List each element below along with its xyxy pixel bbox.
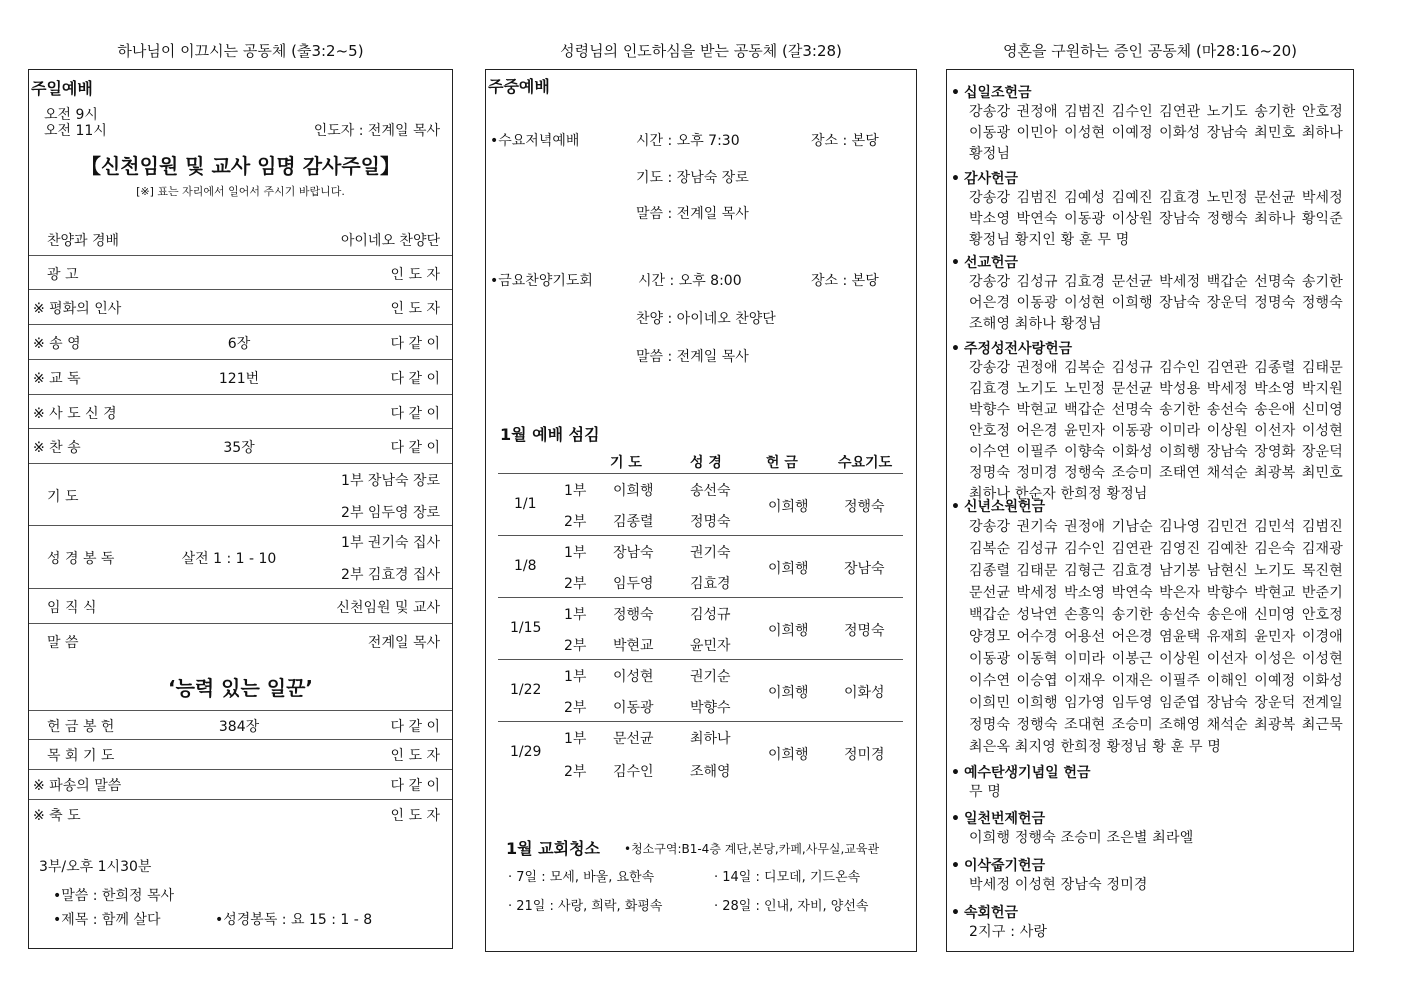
- cleaning-week-4: · 28일 : 인내, 자비, 양선속: [714, 899, 869, 914]
- cleaning-week-2: · 14일 : 디모데, 기드온속: [714, 870, 861, 885]
- schedule-header-wednesday: 수요기도: [838, 455, 893, 471]
- order-item: 기 도: [47, 489, 79, 505]
- offering-title: • 신년소원헌금: [951, 496, 1351, 516]
- order-who: 다 같 이: [390, 371, 440, 387]
- offering-names: 강송강 김성규 김효경 문선균 박세정 백갑순 선명숙 송기한 어은경 이동광 이성현 이희행 장남숙 장운덕 정명숙 정행숙 조해영 최하나 황정님: [969, 274, 1343, 332]
- offering-title: • 이삭줍기헌금: [951, 855, 1351, 875]
- part-2-label: 2부: [564, 638, 587, 654]
- schedule-date: 1/8: [514, 558, 537, 574]
- bible-2: 박향수: [690, 700, 731, 716]
- prayer-1: 이희행: [613, 483, 654, 499]
- part-1-label: 1부: [564, 669, 587, 685]
- offering-names: 2지구 : 사랑: [969, 924, 1048, 940]
- schedule-row: [498, 536, 903, 598]
- order-row: [29, 222, 452, 256]
- order-who-2: 2부 임두영 장로: [341, 505, 440, 521]
- offering-section: [951, 855, 1351, 896]
- offering: 이희행: [768, 685, 809, 701]
- order-mid: 384장: [218, 719, 260, 735]
- offering-title: • 일천번제헌금: [951, 808, 1351, 828]
- offering: 이희행: [768, 623, 809, 639]
- sermon-title: ‘능력 있는 일꾼’: [167, 676, 314, 700]
- order-item: ※ 파송의 말씀: [33, 778, 122, 794]
- schedule-row: [498, 660, 903, 722]
- prayer-2: 김수인: [613, 764, 654, 780]
- prayer-1: 문선균: [613, 731, 654, 747]
- prayer-2: 박현교: [613, 638, 654, 654]
- prayer-1: 정행숙: [613, 607, 654, 623]
- offerings-panel: [946, 69, 1354, 952]
- offering-section: [951, 496, 1351, 758]
- wed-prayer: 정행숙: [844, 499, 885, 515]
- schedule-date: 1/1: [514, 496, 537, 512]
- offering-names: 무 명: [969, 784, 1002, 800]
- middle-column-header: 성령님의 인도하심을 받는 공동체 (갈3:28): [560, 42, 842, 60]
- prayer-2: 이동광: [613, 700, 654, 716]
- order-row: [29, 256, 452, 290]
- order-row: [29, 800, 452, 830]
- service-banner: 【신천임원 및 교사 임명 감사주일】: [80, 154, 400, 178]
- third-service-title: •제목 : 함께 살다: [53, 912, 161, 928]
- order-item: ※ 찬 송: [33, 440, 81, 456]
- order-row: [29, 360, 452, 395]
- order-who-2: 2부 김효경 집사: [341, 567, 440, 583]
- offering-title: • 선교헌금: [951, 252, 1351, 272]
- offering: 이희행: [768, 747, 809, 763]
- offering-names: 강송강 권정애 김복순 김성규 김수인 김연관 김종렬 김태문 김효경 노기도 노민정 문선균 박성용 박세정 박소영 박지원 박향수 박현교 백갑순 선명숙 송기한 송선숙 송은애 신미영 안호정 어은경 윤민자 이동광 이미라 이상원 이선자 이성현 이수연 이필주 이향숙 이화성 이희행 장남숙 장영화 장운덕 정명숙 정미경 정행숙 조승미 조태연 채석순 최광복 최민호 최하나 한순자 한희정 황정님: [969, 360, 1343, 502]
- schedule-header-bible: 성 경: [690, 455, 722, 471]
- offering-section: [951, 338, 1351, 505]
- sunday-service-title: 주일예배: [31, 79, 93, 98]
- left-column-header: 하나님이 이끄시는 공동체 (출3:2~5): [117, 42, 364, 60]
- part-1-label: 1부: [564, 731, 587, 747]
- order-who: 신천임원 및 교사: [336, 600, 440, 616]
- service-time-2: 오전 11시: [44, 123, 107, 139]
- order-who: 인 도 자: [390, 267, 440, 283]
- order-who: 다 같 이: [390, 719, 440, 735]
- cleaning-week-3: · 21일 : 사랑, 희락, 화평속: [508, 899, 663, 914]
- schedule-header-prayer: 기 도: [610, 455, 642, 471]
- part-2-label: 2부: [564, 700, 587, 716]
- order-item: ※ 사 도 신 경: [33, 406, 117, 422]
- bible-2: 조해영: [690, 764, 731, 780]
- order-mid: 35장: [223, 440, 255, 456]
- order-who: 1부 장남숙 장로: [341, 473, 440, 489]
- schedule-date: 1/22: [510, 682, 542, 698]
- order-row: [29, 325, 452, 360]
- order-who: 인 도 자: [390, 808, 440, 824]
- order-mid: 121번: [218, 371, 260, 387]
- wed-prayer: 정미경: [844, 747, 885, 763]
- wed-prayer: 이화성: [844, 685, 885, 701]
- offering-title: • 주정성전사랑헌금: [951, 338, 1351, 358]
- schedule-row: [498, 598, 903, 660]
- schedule-title: 1월 예배 섬김: [500, 425, 600, 444]
- wed-service-time: 시간 : 오후 7:30: [636, 133, 740, 149]
- bible-1: 김성규: [690, 607, 731, 623]
- offering: 이희행: [768, 499, 809, 515]
- schedule-date: 1/15: [510, 620, 542, 636]
- bible-2: 김효경: [690, 576, 731, 592]
- order-row: [29, 395, 452, 429]
- weekday-service-panel: [485, 69, 917, 952]
- offering-names: 강송강 김범진 김예성 김예진 김효경 노민정 문선균 박세정 박소영 박연숙 이동광 이상원 장남숙 정행숙 최하나 황익준 황정님 황지인 황 훈 무 명: [969, 190, 1343, 248]
- order-item: 목 회 기 도: [47, 748, 115, 764]
- part-2-label: 2부: [564, 514, 587, 530]
- wed-service-label: •수요저녁예배: [490, 133, 580, 149]
- fri-service-word: 말씀 : 전계일 목사: [636, 349, 749, 365]
- offering-section: [951, 252, 1351, 335]
- order-row: [29, 770, 452, 800]
- order-who: 1부 권기숙 집사: [341, 535, 440, 551]
- fri-service-label: •금요찬양기도회: [490, 273, 593, 289]
- offering-title: • 십일조헌금: [951, 82, 1351, 102]
- cleaning-week-1: · 7일 : 모세, 바울, 요한속: [508, 870, 655, 885]
- order-item: 찬양과 경배: [47, 233, 120, 249]
- fri-service-praise: 찬양 : 아이네오 찬양단: [636, 311, 776, 327]
- schedule-row: [498, 474, 903, 536]
- bible-1: 송선숙: [690, 483, 731, 499]
- offering-names: 박세정 이성현 장남숙 정미경: [969, 877, 1148, 893]
- fri-service-time: 시간 : 오후 8:00: [638, 273, 742, 289]
- offering-section: [951, 808, 1351, 849]
- third-service-time: 3부/오후 1시30분: [39, 859, 152, 875]
- prayer-1: 이성현: [613, 669, 654, 685]
- offering-section: [951, 82, 1351, 165]
- standing-note: [※] 표는 자리에서 일어서 주시기 바랍니다.: [136, 185, 345, 198]
- bible-2: 정명숙: [690, 514, 731, 530]
- offering-title: • 속회헌금: [951, 902, 1351, 922]
- offering-names: 이희행 정행숙 조승미 조은별 최라엘: [969, 830, 1194, 846]
- right-column-header: 영혼을 구원하는 증인 공동체 (마28:16~20): [1002, 42, 1298, 60]
- order-row: [29, 429, 452, 464]
- order-row: [29, 624, 452, 659]
- schedule-header-offering: 헌 금: [766, 455, 798, 471]
- order-who: 인 도 자: [390, 301, 440, 317]
- offering-title: • 감사헌금: [951, 168, 1351, 188]
- order-who: 아이네오 찬양단: [340, 233, 440, 249]
- bible-1: 권기숙: [690, 545, 731, 561]
- offering-section: [951, 762, 1351, 803]
- offering-names: 강송강 권기숙 권정애 기남순 김나영 김민건 김민석 김범진 김복순 김성규 김수인 김연관 김영진 김예찬 김은숙 김재광 김종렬 김태문 김형근 김효경 남기봉 남현신 노기도 목진현 문선균 박세정 박소영 박연숙 박은자 박향수 박현교 반준기 백갑순 성낙연 손흥익 송기한 송선숙 송은애 신미영 안호정 양경모 어수경 어용선 어은경 염윤택 유재희 윤민자 이경애 이동광 이동혁 이미라 이봉근 이상원 이선자 이성은 이성현 이수연 이승엽 이재우 이재은 이필주 이해인 이예정 이화성 이희민 이희행 임가영 임두영 임준엽 장남숙 장운덕 전계일 정명숙 정행숙 조대현 조승미 조해영 채석순 최광복 최근묵 최은옥 최지영 한희정 황정님 황 훈 무 명: [969, 519, 1343, 755]
- part-1-label: 1부: [564, 545, 587, 561]
- service-time-1: 오전 9시: [44, 107, 98, 123]
- order-row: [29, 464, 452, 526]
- third-service-word: •말씀 : 한희정 목사: [53, 888, 174, 904]
- order-item: 헌 금 봉 헌: [47, 719, 115, 735]
- order-row: [29, 290, 452, 325]
- order-item: ※ 교 독: [33, 371, 81, 387]
- order-mid: 6장: [227, 336, 251, 352]
- order-row: [29, 710, 452, 740]
- offering-section: [951, 902, 1351, 943]
- order-item: ※ 평화의 인사: [33, 301, 122, 317]
- schedule-row: [498, 722, 903, 788]
- order-item: ※ 축 도: [33, 808, 81, 824]
- order-who: 전계일 목사: [367, 635, 440, 651]
- wed-prayer: 장남숙: [844, 561, 885, 577]
- sunday-service-panel: [28, 69, 453, 949]
- order-item: ※ 송 영: [33, 336, 81, 352]
- order-item: 성 경 봉 독: [47, 551, 115, 567]
- wed-service-word: 말씀 : 전계일 목사: [636, 206, 749, 222]
- order-item: 임 직 식: [47, 600, 97, 616]
- order-item: 말 씀: [47, 635, 79, 651]
- service-leader: 인도자 : 전계일 목사: [313, 123, 440, 139]
- prayer-1: 장남숙: [613, 545, 654, 561]
- bible-1: 권기순: [690, 669, 731, 685]
- prayer-2: 임두영: [613, 576, 654, 592]
- order-who: 다 같 이: [390, 336, 440, 352]
- part-1-label: 1부: [564, 483, 587, 499]
- part-1-label: 1부: [564, 607, 587, 623]
- order-who: 다 같 이: [390, 406, 440, 422]
- order-item: 광 고: [47, 267, 79, 283]
- order-mid: 살전 1 : 1 - 10: [181, 551, 277, 567]
- part-2-label: 2부: [564, 576, 587, 592]
- third-service-reading: •성경봉독 : 요 15 : 1 - 8: [215, 912, 373, 928]
- prayer-2: 김종렬: [613, 514, 654, 530]
- schedule-header-row: [498, 448, 903, 474]
- bible-2: 윤민자: [690, 638, 731, 654]
- part-2-label: 2부: [564, 764, 587, 780]
- order-who: 다 같 이: [390, 778, 440, 794]
- fri-service-place: 장소 : 본당: [811, 273, 879, 289]
- offering-names: 강송강 권정애 김범진 김수인 김연관 노기도 송기한 안호정 이동광 이민아 이성현 이예정 이화성 장남숙 최민호 최하나 황정님: [969, 104, 1343, 162]
- wed-service-prayer: 기도 : 장남숙 장로: [636, 170, 749, 186]
- wed-service-place: 장소 : 본당: [811, 133, 879, 149]
- cleaning-title: 1월 교회청소: [506, 839, 600, 858]
- weekday-service-title: 주중예배: [488, 77, 550, 96]
- order-row: [29, 526, 452, 589]
- bible-1: 최하나: [690, 731, 731, 747]
- order-row: [29, 589, 452, 624]
- offering: 이희행: [768, 561, 809, 577]
- cleaning-area: •청소구역:B1-4층 계단,본당,카페,사무실,교육관: [624, 842, 880, 856]
- order-who: 다 같 이: [390, 440, 440, 456]
- offering-section: [951, 168, 1351, 251]
- wed-prayer: 정명숙: [844, 623, 885, 639]
- schedule-date: 1/29: [510, 744, 542, 760]
- order-row: [29, 740, 452, 770]
- offering-title: • 예수탄생기념일 헌금: [951, 762, 1351, 782]
- order-who: 인 도 자: [390, 748, 440, 764]
